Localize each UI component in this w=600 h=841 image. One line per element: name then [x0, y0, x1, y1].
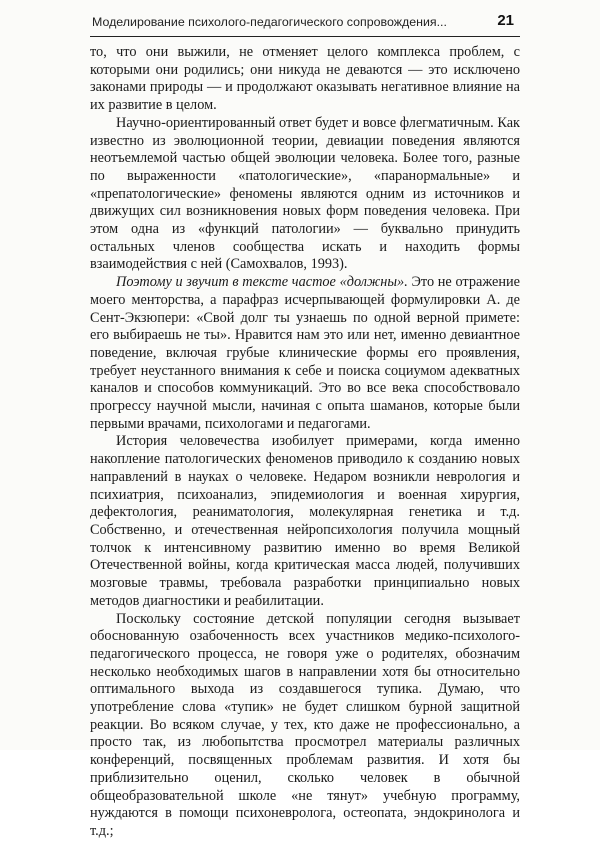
body-text: [90, 44, 520, 841]
paragraph-should: [90, 274, 520, 433]
page-number: 21: [497, 12, 514, 29]
paragraph-history: История человечества изобилует примерами, когда именно накопление патологических феноменов приводило к созданию новых направлений в науках о человеке. Недаром возникли неврология и психиатрия, психоанализ, эпидемиология и военная хирургия, дефектология, реаниматология, молекулярная генетика и т.д. Собственно, и отечественная нейропсихология получила мощный толчок к интенсивному развитию именно во время Великой Отечественной войны, когда критическая масса людей, получивших мозговые травмы, требовала разработки принципиально новых методов диагностики и реабилитации.: [90, 433, 520, 609]
page-header: [90, 10, 520, 37]
paragraph-should-text: Это не отражение моего менторства, а парафраз исчерпывающей формулировки А. де Сент-Экзюпери: «Свой долг ты узнаешь по одной верной примете: его выбираешь не ты». Нравится нам это или нет, именно девиантное поведение, включая грубые клинические формы его проявления, требует неустанного внимания к себе и поиска социумом адекватных каналов и способов коммуникаций. Это во все века способствовало прогрессу научной мысли, начиная с опыта шаманов, которые были первыми врачами, психологами и педагогами.: [90, 274, 520, 432]
italic-lead: Поэтому и звучит в тексте частое «должны».: [116, 274, 408, 291]
paragraph-continuation: то, что они выжили, не отменяет целого комплекса проблем, с которыми они родились; они никуда не деваются — это исключено законами природы — и продолжают оказывать негативное влияние на их развитие в целом.: [90, 44, 520, 114]
paragraph-child-population: Поскольку состояние детской популяции сегодня вызывает обоснованную озабоченность всех участников медико-психолого-педагогического процесса, не говоря уже о родителях, обозначим несколько необходимых шагов в направлении хотя бы относительно оптимального выхода из создавшегося тупика. Думаю, что употребление слова «тупик» не будет слишком бурной защитной реакции. Во всяком случае, у тех, кто даже не профессионально, а просто так, из любопытства просмотрел материалы различных конференций, посвященных проблемам развития. И хотя бы приблизительно оценил, сколько человек в обычной общеобразовательной школе «не тянут» учебную программу, нуждаются в помощи психоневролога, остеопата, эндокринолога и т.д.;: [90, 610, 520, 839]
paragraph-scientific-answer: Научно-ориентированный ответ будет и вовсе флегматичным. Как известно из эволюционной теории, девиации поведения являются неотъемлемой частью общей эволюции человека. Более того, разные по выраженности «патологические», «паранормальные» и «препатологические» феномены являются одним из источников и движущих сил возникновения новых форм поведения человека. При этом одна из «функций патологии» — буквально принудить остальных членов сообщества искать и находить формы взаимодействия с ней (Самохвалов, 1993).: [90, 114, 520, 273]
running-title: Моделирование психолого-педагогического сопровождения...: [92, 15, 447, 29]
